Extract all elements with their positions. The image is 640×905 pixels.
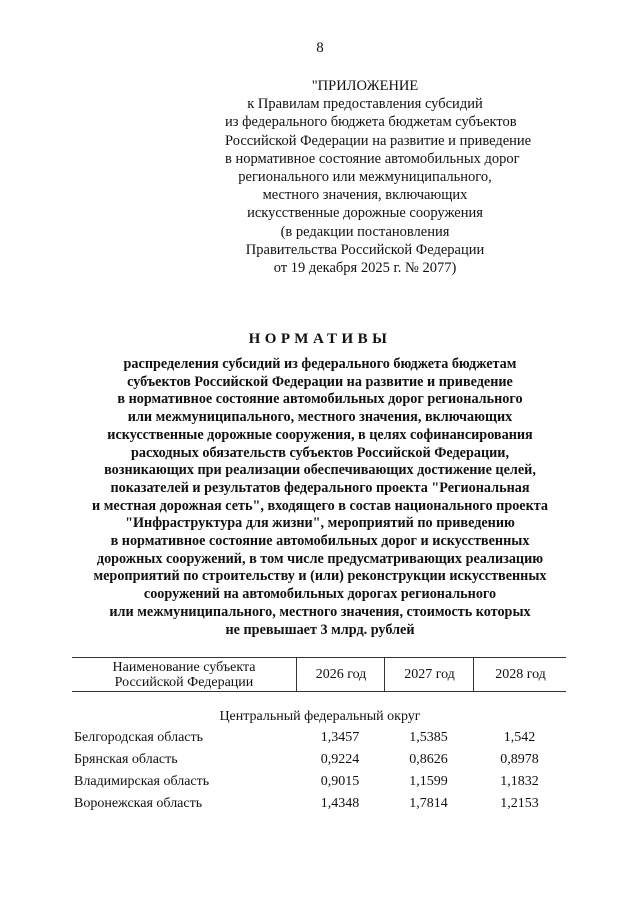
appendix-line: к Правилам предоставления субсидий (247, 96, 483, 113)
header-year-2027: 2027 год (384, 658, 474, 691)
table-row (72, 752, 566, 774)
row-value-2028: 1,1832 (500, 774, 539, 789)
subtitle-line: расходных обязательств субъектов Российской Федерации, (130, 444, 510, 461)
subtitle-line: дорожных сооружений, в том числе предусматривающих реализацию (96, 550, 544, 567)
subtitle-line: "Инфраструктура для жизни", мероприятий по приведению (125, 515, 515, 532)
appendix-line: (в редакции постановления (280, 223, 450, 240)
row-value-2027: 1,5385 (409, 730, 448, 745)
appendix-line: местного значения, включающих (262, 187, 468, 204)
subtitle-line: возникающих при реализации обеспечивающих достижение целей, (104, 462, 536, 479)
row-value-2028: 0,8978 (500, 752, 539, 767)
appendix-block (225, 77, 532, 277)
row-value-2027: 1,1599 (409, 774, 448, 789)
appendix-line: регионального или межмуниципального, (238, 169, 492, 186)
subtitle-line: не превышает 3 млрд. рублей (225, 621, 415, 638)
subtitle-line: в нормативное состояние автомобильных дорог и искусственных (110, 533, 530, 550)
table-body (72, 730, 566, 818)
header-subject-name (72, 658, 296, 691)
row-value-2026: 1,4348 (320, 796, 360, 811)
district-title: Центральный федеральный округ (219, 709, 421, 724)
page-number: 8 (316, 40, 324, 56)
subtitle-line: и местная дорожная сеть", входящего в состав национального проекта (91, 497, 549, 514)
row-subject: Воронежская область (74, 796, 203, 811)
row-value-2028: 1,2153 (500, 796, 539, 811)
row-subject: Владимирская область (74, 774, 210, 789)
appendix-line: искусственные дорожные сооружения (247, 205, 483, 222)
row-value-2027: 0,8626 (409, 752, 448, 767)
appendix-line: Российской Федерации на развитие и приведение (225, 132, 532, 149)
subtitle-line: сооружений на автомобильных дорогах регионального (143, 586, 497, 603)
subtitle-line: или межмуниципального, местного значения, стоимость которых (109, 603, 531, 620)
header-subject-line: Российской Федерации (114, 674, 254, 690)
row-value-2026: 1,3457 (320, 730, 360, 745)
appendix-line: от 19 декабря 2025 г. № 2077) (273, 260, 457, 277)
appendix-line: Правительства Российской Федерации (245, 241, 485, 258)
row-value-2026: 0,9015 (320, 774, 360, 789)
subtitle-line: или межмуниципального, местного значения, включающих (127, 409, 513, 426)
header-subject-line: Наименование субъекта (112, 659, 256, 675)
table-row (72, 730, 566, 752)
row-value-2026: 0,9224 (320, 752, 360, 767)
table-row (72, 774, 566, 796)
subtitle-line: искусственные дорожные сооружения, в целях софинансирования (107, 426, 533, 443)
appendix-line: из федерального бюджета бюджетам субъектов (225, 114, 517, 131)
appendix-line: "ПРИЛОЖЕНИЕ (311, 78, 419, 94)
row-value-2028: 1,542 (503, 730, 536, 745)
document-heading: НОРМАТИВЫ (248, 331, 392, 347)
subtitle-line: в нормативное состояние автомобильных дорог регионального (117, 391, 523, 408)
table-row (72, 796, 566, 818)
header-year-2026: 2026 год (296, 658, 385, 691)
row-subject: Белгородская область (74, 730, 204, 745)
header-year-2028: 2028 год (473, 658, 567, 691)
row-subject: Брянская область (74, 752, 178, 767)
appendix-line: в нормативное состояние автомобильных дорог (225, 150, 520, 167)
row-value-2027: 1,7814 (409, 796, 448, 811)
subtitle-line: распределения субсидий из федерального бюджета бюджетам (123, 356, 517, 372)
subtitle-line: субъектов Российской Федерации на развитие и приведение (127, 373, 513, 390)
table-header (72, 657, 566, 692)
subtitle-line: показателей и результатов федерального проекта "Региональная (110, 479, 530, 496)
document-subtitle (60, 356, 580, 639)
subtitle-line: мероприятий по строительству и (или) реконструкции искусственных (93, 568, 547, 585)
